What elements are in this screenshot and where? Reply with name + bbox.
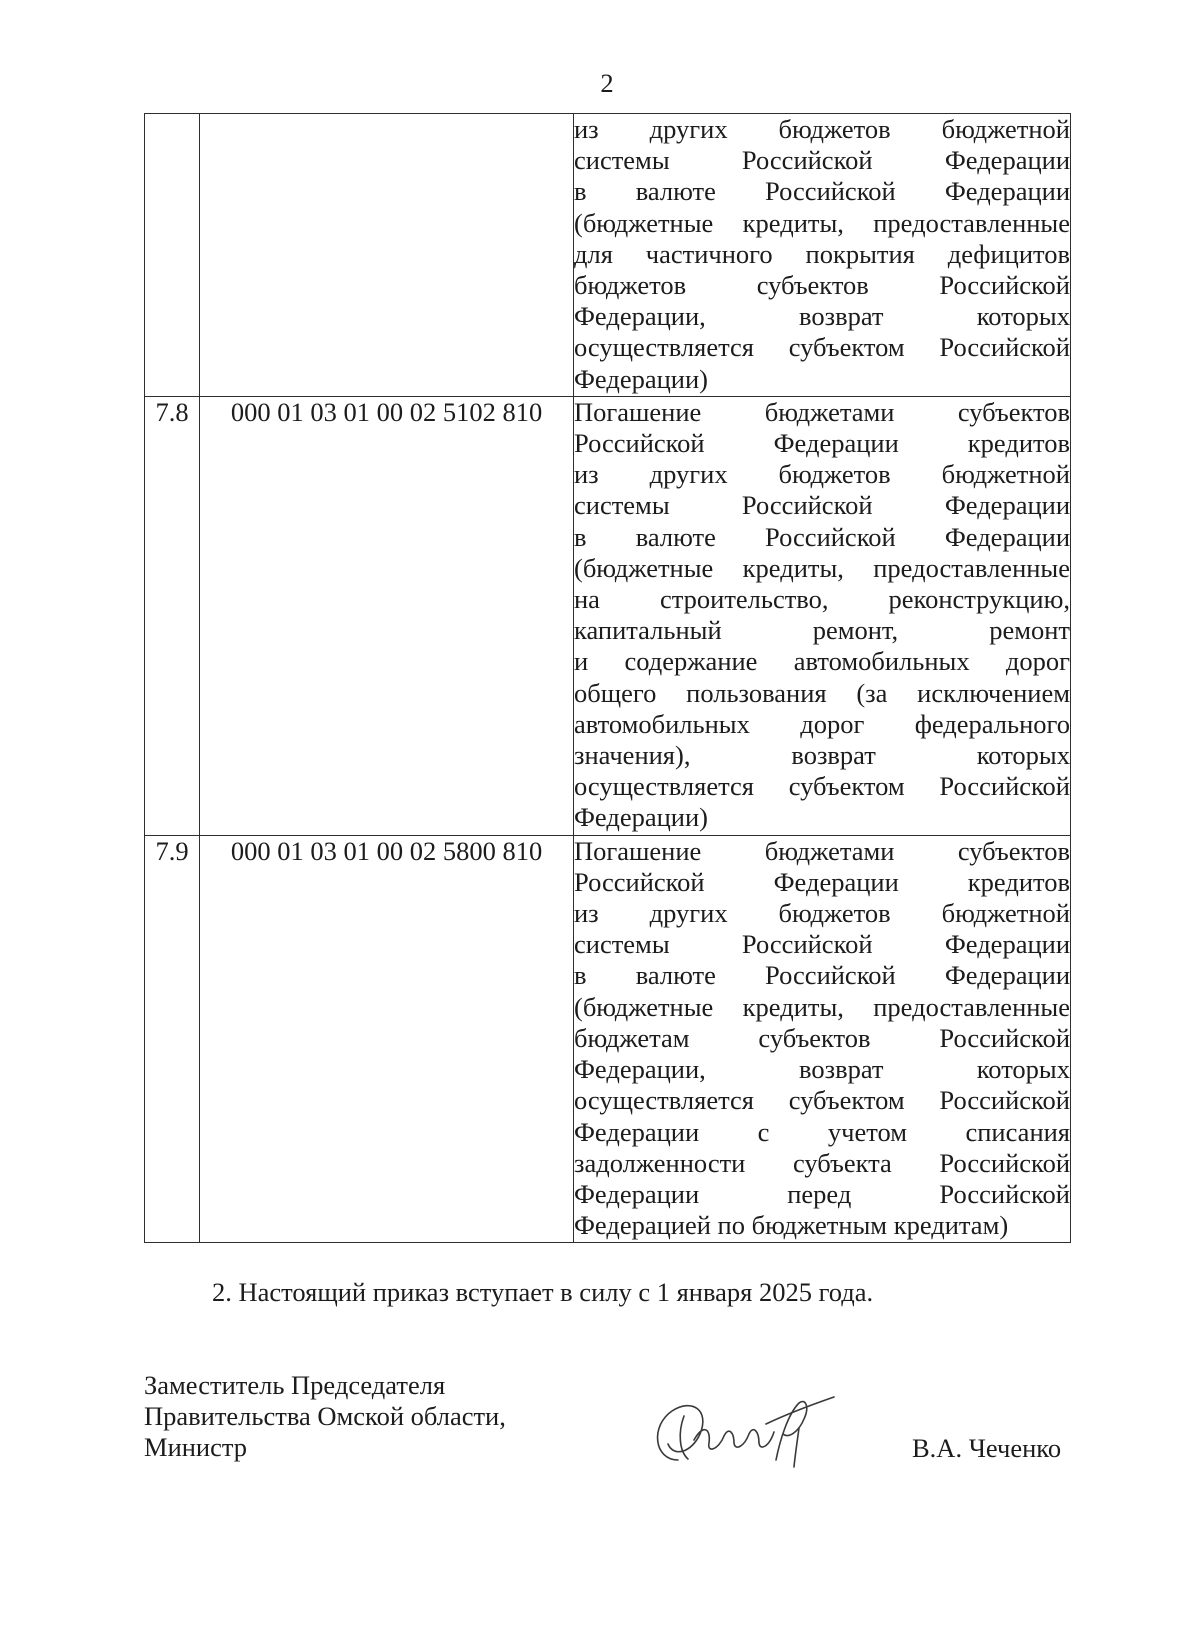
signature-stroke [694, 1430, 774, 1449]
description-line: (бюджетные кредиты, предоставленные [574, 991, 1070, 1022]
description-line: осуществляется субъектом Российской [574, 1085, 1070, 1116]
table-row [145, 114, 1071, 397]
description-line: и содержание автомобильных дорог [574, 646, 1070, 677]
description-line: Погашение бюджетами субъектов [574, 396, 1070, 427]
signatory-position-line: Заместитель Председателя [144, 1370, 446, 1400]
description-line: в валюте Российской Федерации [574, 176, 1070, 207]
description-line: (бюджетные кредиты, предоставленные [574, 552, 1070, 583]
description-line: для частичного покрытия дефицитов [574, 238, 1070, 269]
description-line: Федерации перед Российской [574, 1178, 1070, 1209]
signature-stroke [766, 1397, 834, 1424]
signatory-position-line: Правительства Омской области, [144, 1401, 506, 1432]
signatory-name: В.А. Чеченко [912, 1433, 1062, 1463]
table-row [145, 835, 1071, 1243]
description-line: в валюте Российской Федерации [574, 521, 1070, 552]
description-cell [574, 396, 1071, 835]
description-cell [574, 835, 1071, 1243]
description-line: Федерацией по бюджетным кредитам) [574, 1210, 1009, 1241]
table-row [145, 396, 1071, 835]
description-line: Федерации) [574, 802, 708, 833]
description-line: осуществляется субъектом Российской [574, 771, 1070, 802]
page-number: 2 [600, 68, 614, 98]
description-line: осуществляется субъектом Российской [574, 332, 1070, 363]
row-number-cell: 7.9 [145, 835, 200, 1243]
signatory-position-line: Министр [144, 1432, 248, 1463]
description-line: системы Российской Федерации [574, 145, 1070, 176]
description-line: на строительство, реконструкцию, [574, 584, 1070, 615]
description-line: бюджетам субъектов Российской [574, 1022, 1070, 1053]
description-line: задолженности субъекта Российской [574, 1147, 1070, 1178]
signature-stroke [794, 1428, 799, 1467]
description-line: из других бюджетов бюджетной [574, 459, 1070, 490]
description-line: Российской Федерации кредитов [574, 866, 1070, 897]
description-line: капитальный ремонт, ремонт [574, 615, 1070, 646]
description-line: автомобильных дорог федерального [574, 708, 1070, 739]
signature-stroke [680, 1416, 688, 1459]
row-number-cell: 7.8 [145, 396, 200, 835]
handwritten-signature [648, 1388, 838, 1470]
description-line: Федерации) [574, 363, 708, 394]
code-cell: 000 01 03 01 00 02 5102 810 [200, 396, 574, 835]
description-line: системы Российской Федерации [574, 929, 1070, 960]
description-line: Федерации, возврат которых [574, 301, 1070, 332]
description-line: значения), возврат которых [574, 740, 1070, 771]
description-line: Российской Федерации кредитов [574, 428, 1070, 459]
description-line: из других бюджетов бюджетной [574, 898, 1070, 929]
description-line: Федерации, возврат которых [574, 1054, 1070, 1085]
description-line: (бюджетные кредиты, предоставленные [574, 207, 1070, 238]
description-line: системы Российской Федерации [574, 490, 1070, 521]
description-cell [574, 114, 1071, 397]
description-line: Погашение бюджетами субъектов [574, 835, 1070, 866]
code-cell: 000 01 03 01 00 02 5800 810 [200, 835, 574, 1243]
row-number-cell [145, 114, 200, 397]
description-line: в валюте Российской Федерации [574, 960, 1070, 991]
signatory-position [144, 1370, 604, 1464]
budget-codes-table [144, 113, 1071, 1243]
description-line: Федерации с учетом списания [574, 1116, 1070, 1147]
description-line: из других бюджетов бюджетной [574, 114, 1070, 144]
signature-stroke [776, 1401, 807, 1460]
order-paragraph: 2. Настоящий приказ вступает в силу с 1 января 2025 года. [212, 1277, 874, 1307]
code-cell [200, 114, 574, 397]
description-line: бюджетов субъектов Российской [574, 270, 1070, 301]
description-line: общего пользования (за исключением [574, 677, 1070, 708]
